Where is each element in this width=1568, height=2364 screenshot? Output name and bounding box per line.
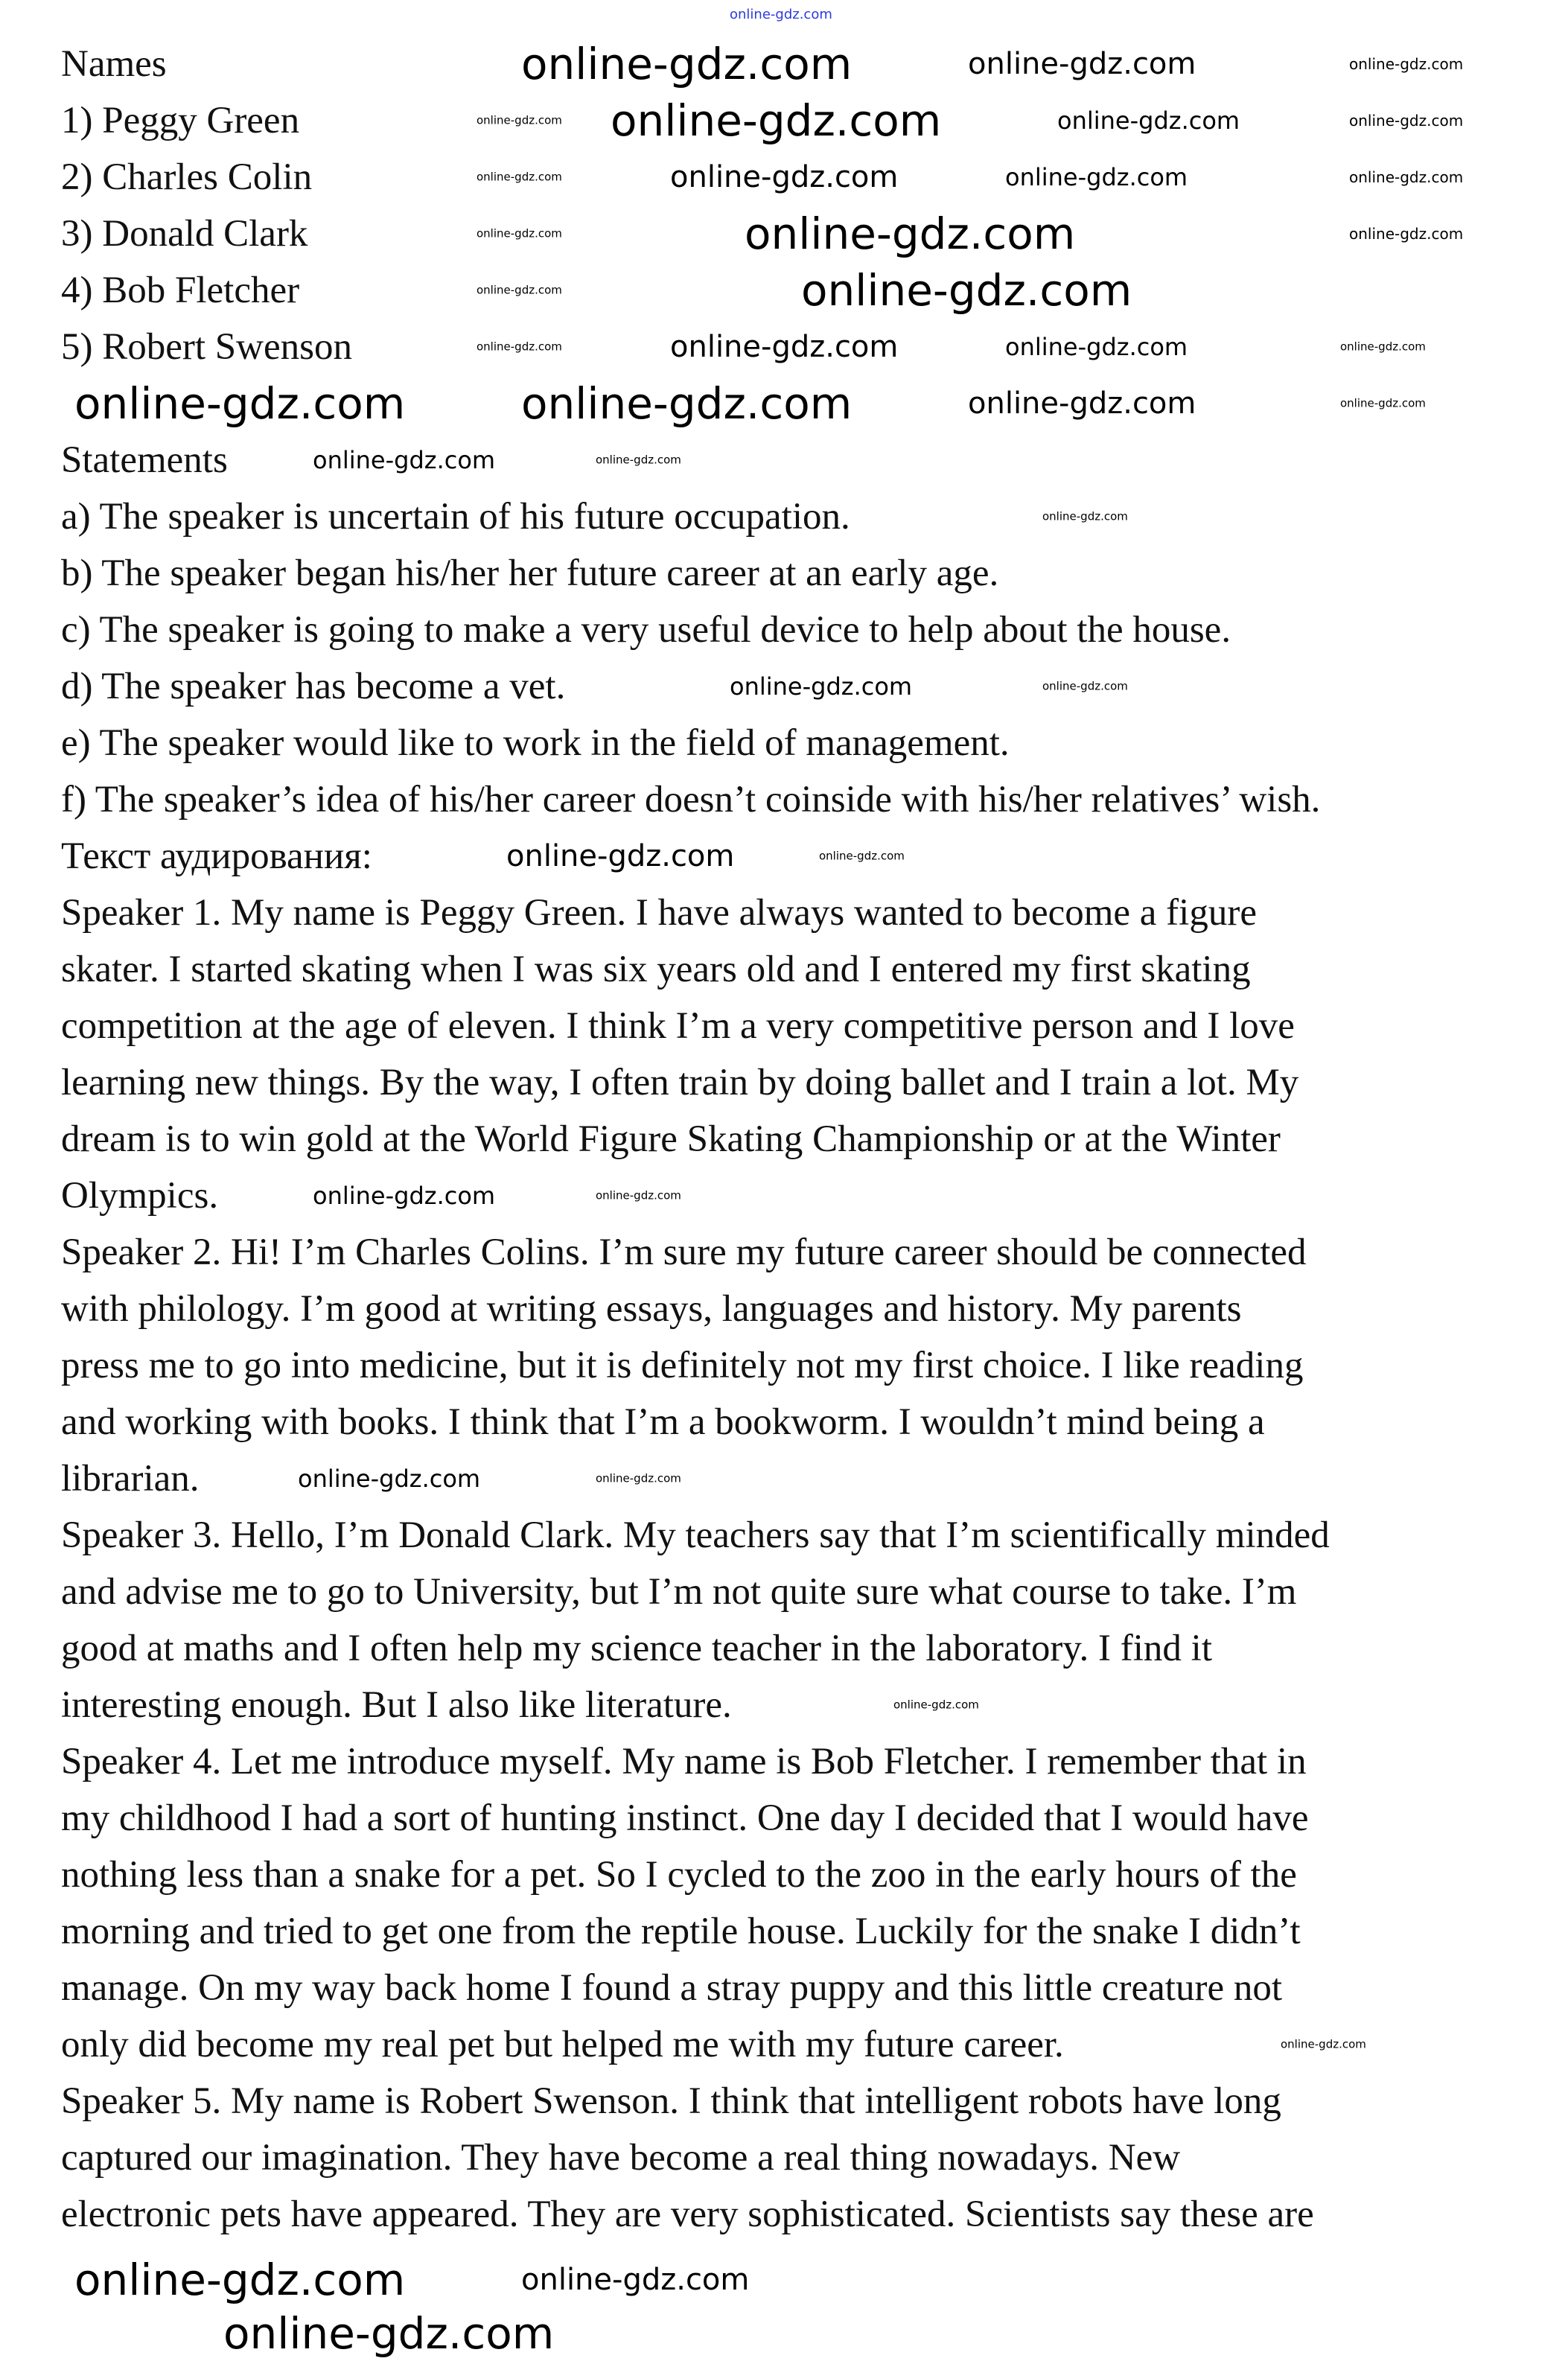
watermark: online-gdz.com [730,672,913,701]
statements-heading: Statements [61,439,228,481]
watermark: online-gdz.com [968,47,1196,81]
watermark: online-gdz.com [1005,333,1188,361]
statement-item: c) The speaker is going to make a very useful device to help about the house. [61,609,1231,651]
transcript-line: Speaker 2. Hi! I’m Charles Colins. I’m sure my future career should be connected [61,1232,1307,1273]
watermark: online-gdz.com [893,1698,979,1712]
transcript-line: morning and tried to get one from the reptile house. Luckily for the snake I didn’t [61,1911,1301,1952]
watermark: online-gdz.com [1340,396,1426,410]
watermark: online-gdz.com [223,2308,555,2359]
watermark: online-gdz.com [1042,509,1128,523]
watermark: online-gdz.com [596,1188,681,1202]
watermark: online-gdz.com [313,1182,496,1210]
document-body [61,36,1330,2243]
name-item: 5) Robert Swenson [61,326,352,368]
watermark: online-gdz.com [298,1465,481,1493]
watermark: online-gdz.com [1349,112,1464,130]
transcript-line: with philology. I’m good at writing essays, languages and history. My parents [61,1288,1242,1330]
watermark: online-gdz.com [521,39,852,89]
statement-item: a) The speaker is uncertain of his future occupation. [61,496,850,538]
watermark: online-gdz.com [477,113,562,127]
transcript-line: dream is to win gold at the World Figure Skating Championship or at the Winter [61,1118,1281,1160]
watermark: online-gdz.com [1005,163,1188,191]
watermark: online-gdz.com [670,330,899,364]
watermark: online-gdz.com [477,170,562,184]
watermark: online-gdz.com [819,849,905,863]
transcript-line: Speaker 5. My name is Robert Swenson. I think that intelligent robots have long [61,2080,1281,2122]
transcript-line: competition at the age of eleven. I think I’m a very competitive person and I love [61,1005,1295,1047]
watermark: online-gdz.com [477,340,562,354]
spacer [61,375,68,432]
watermark: online-gdz.com [801,265,1132,316]
watermark: online-gdz.com [521,378,852,429]
watermark: online-gdz.com [1349,55,1464,73]
transcript-heading: Текст аудирования: [61,835,372,877]
statement-item: b) The speaker began his/her her future career at an early age. [61,552,999,594]
watermark: online-gdz.com [1057,106,1240,135]
watermark: online-gdz.com [1349,168,1464,186]
watermark: online-gdz.com [313,446,496,474]
name-item: 2) Charles Colin [61,156,313,198]
transcript-line: and advise me to go to University, but I’m not quite sure what course to take. I’m [61,1571,1297,1613]
watermark: online-gdz.com [521,2263,750,2297]
watermark: online-gdz.com [74,2255,406,2305]
transcript-line: captured our imagination. They have become a real thing nowadays. New [61,2137,1181,2179]
watermark: online-gdz.com [730,7,832,22]
transcript-line: Speaker 4. Let me introduce myself. My name is Bob Fletcher. I remember that in [61,1741,1307,1782]
transcript-line: skater. I started skating when I was six years old and I entered my first skating [61,949,1251,990]
statement-item: f) The speaker’s idea of his/her career doesn’t coinside with his/her relatives’ wish. [61,779,1321,821]
transcript-line: press me to go into medicine, but it is definitely not my first choice. I like reading [61,1345,1304,1386]
transcript-line: manage. On my way back home I found a stray puppy and this little creature not [61,1967,1283,2009]
transcript-line: interesting enough. But I also like literature. [61,1684,732,1726]
watermark: online-gdz.com [968,386,1196,421]
statement-item: e) The speaker would like to work in the field of management. [61,722,1010,764]
watermark: online-gdz.com [1340,340,1426,354]
watermark: online-gdz.com [1349,225,1464,243]
transcript-line: learning new things. By the way, I often train by doing ballet and I train a lot. My [61,1062,1299,1103]
transcript-line: nothing less than a snake for a pet. So I cycled to the zoo in the early hours of the [61,1854,1297,1896]
transcript-line: Speaker 1. My name is Peggy Green. I have always wanted to become a figure [61,892,1257,934]
watermark: online-gdz.com [477,283,562,297]
watermark: online-gdz.com [596,1471,681,1485]
transcript-line: good at maths and I often help my science teacher in the laboratory. I find it [61,1628,1212,1669]
transcript-line: and working with books. I think that I’m a bookworm. I wouldn’t mind being a [61,1401,1265,1443]
watermark: online-gdz.com [74,378,406,429]
watermark: online-gdz.com [670,160,899,194]
watermark: online-gdz.com [611,95,942,146]
transcript-line: electronic pets have appeared. They are very sophisticated. Scientists say these are [61,2193,1314,2235]
watermark: online-gdz.com [506,839,735,873]
watermark: online-gdz.com [745,208,1076,259]
transcript-line: only did become my real pet but helped me with my future career. [61,2024,1064,2065]
watermark: online-gdz.com [596,453,681,467]
watermark: online-gdz.com [1281,2037,1366,2051]
transcript-line: Speaker 3. Hello, I’m Donald Clark. My teachers say that I’m scientifically minded [61,1514,1330,1556]
name-item: 4) Bob Fletcher [61,270,300,311]
statement-item: d) The speaker has become a vet. [61,666,566,707]
watermark: online-gdz.com [1042,679,1128,693]
names-heading: Names [61,43,167,85]
name-item: 3) Donald Clark [61,213,308,255]
transcript-line: Olympics. [61,1175,219,1217]
watermark: online-gdz.com [477,226,562,240]
name-item: 1) Peggy Green [61,100,300,141]
transcript-line: librarian. [61,1458,200,1500]
transcript-line: my childhood I had a sort of hunting instinct. One day I decided that I would have [61,1797,1309,1839]
